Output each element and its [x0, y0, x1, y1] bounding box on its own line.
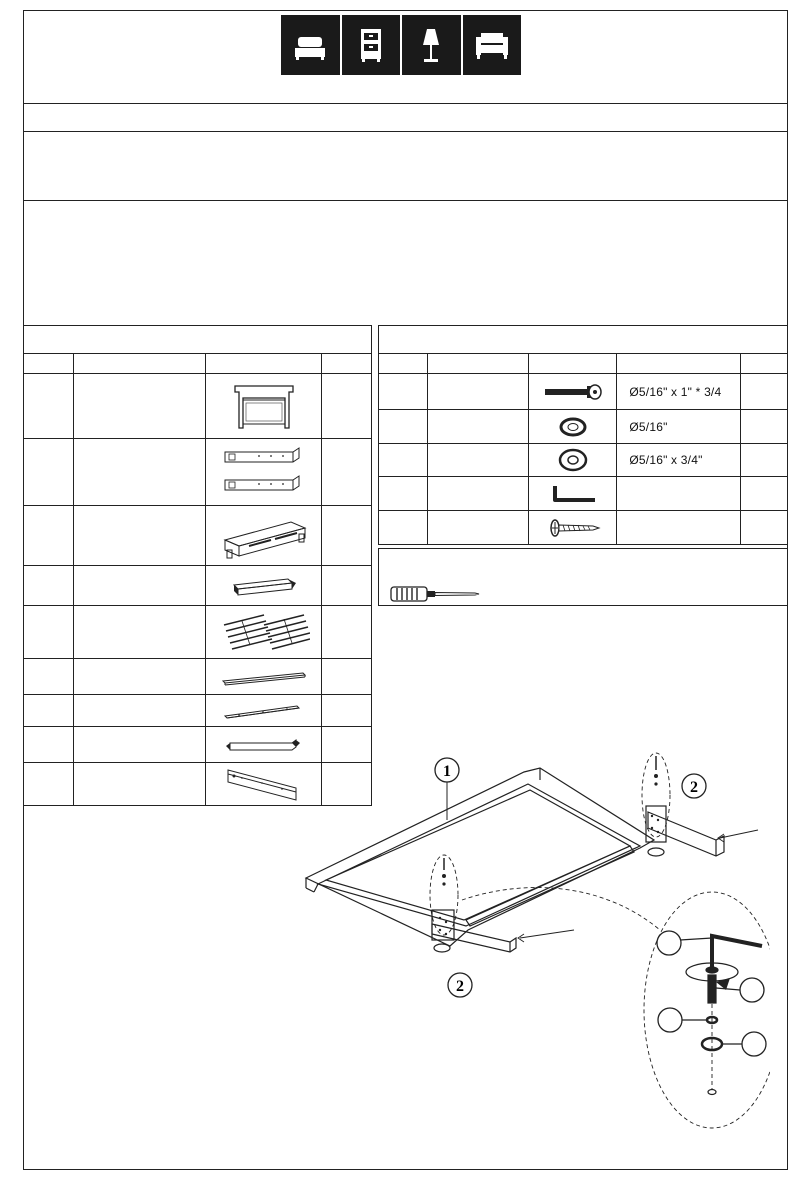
table-row	[379, 444, 788, 477]
hardware-list-table	[378, 325, 788, 545]
table-caption	[379, 326, 788, 354]
divider	[23, 103, 788, 104]
metal-bracket-icon	[222, 764, 306, 804]
table-caption	[24, 326, 372, 354]
callout-part-2-left: 2	[456, 978, 464, 995]
header-cell	[24, 354, 74, 374]
cleat-strip-icon	[219, 700, 309, 722]
bed-icon	[281, 15, 342, 75]
nightstand-icon	[342, 15, 403, 75]
callout-part-1: 1	[443, 763, 451, 780]
lock-washer-icon	[555, 416, 591, 438]
table-row	[379, 374, 788, 410]
flat-washer-icon	[555, 448, 591, 472]
header-cell	[206, 354, 322, 374]
spec-cell: Ø5/16" x 1" * 3/4	[617, 374, 741, 410]
side-rail-icon	[219, 442, 309, 502]
table-row	[24, 439, 372, 506]
table-row	[24, 506, 372, 566]
bolt-icon	[541, 382, 605, 402]
spec-cell: Ø5/16"	[617, 410, 741, 444]
divider	[23, 200, 788, 201]
table-row	[24, 566, 372, 606]
support-board-icon	[219, 665, 309, 689]
table-row	[379, 477, 788, 511]
table-row	[24, 695, 372, 727]
beam-icon	[222, 733, 306, 757]
parts-list-table	[23, 325, 372, 806]
slats-icon	[218, 607, 310, 657]
chair-icon	[463, 15, 522, 75]
center-rail-icon	[224, 571, 304, 601]
screw-icon	[543, 517, 603, 539]
header-cell	[322, 354, 372, 374]
table-row	[24, 659, 372, 695]
header-cell	[73, 354, 205, 374]
callout-part-2-right: 2	[690, 779, 698, 796]
table-row	[379, 511, 788, 545]
screwdriver-icon	[389, 582, 499, 606]
spec-cell: Ø5/16" x 3/4"	[617, 444, 741, 477]
tools-box	[378, 548, 788, 606]
table-row	[24, 374, 372, 439]
lamp-icon	[402, 15, 463, 75]
allen-key-icon	[545, 482, 601, 506]
table-row	[379, 410, 788, 444]
headboard-icon	[229, 378, 299, 434]
footboard-icon	[219, 510, 309, 562]
table-row	[24, 606, 372, 659]
spec-cell	[617, 477, 741, 511]
spec-cell	[617, 511, 741, 545]
assembly-diagram	[300, 745, 770, 1135]
divider	[23, 131, 788, 132]
furniture-icon-bar	[281, 15, 521, 75]
